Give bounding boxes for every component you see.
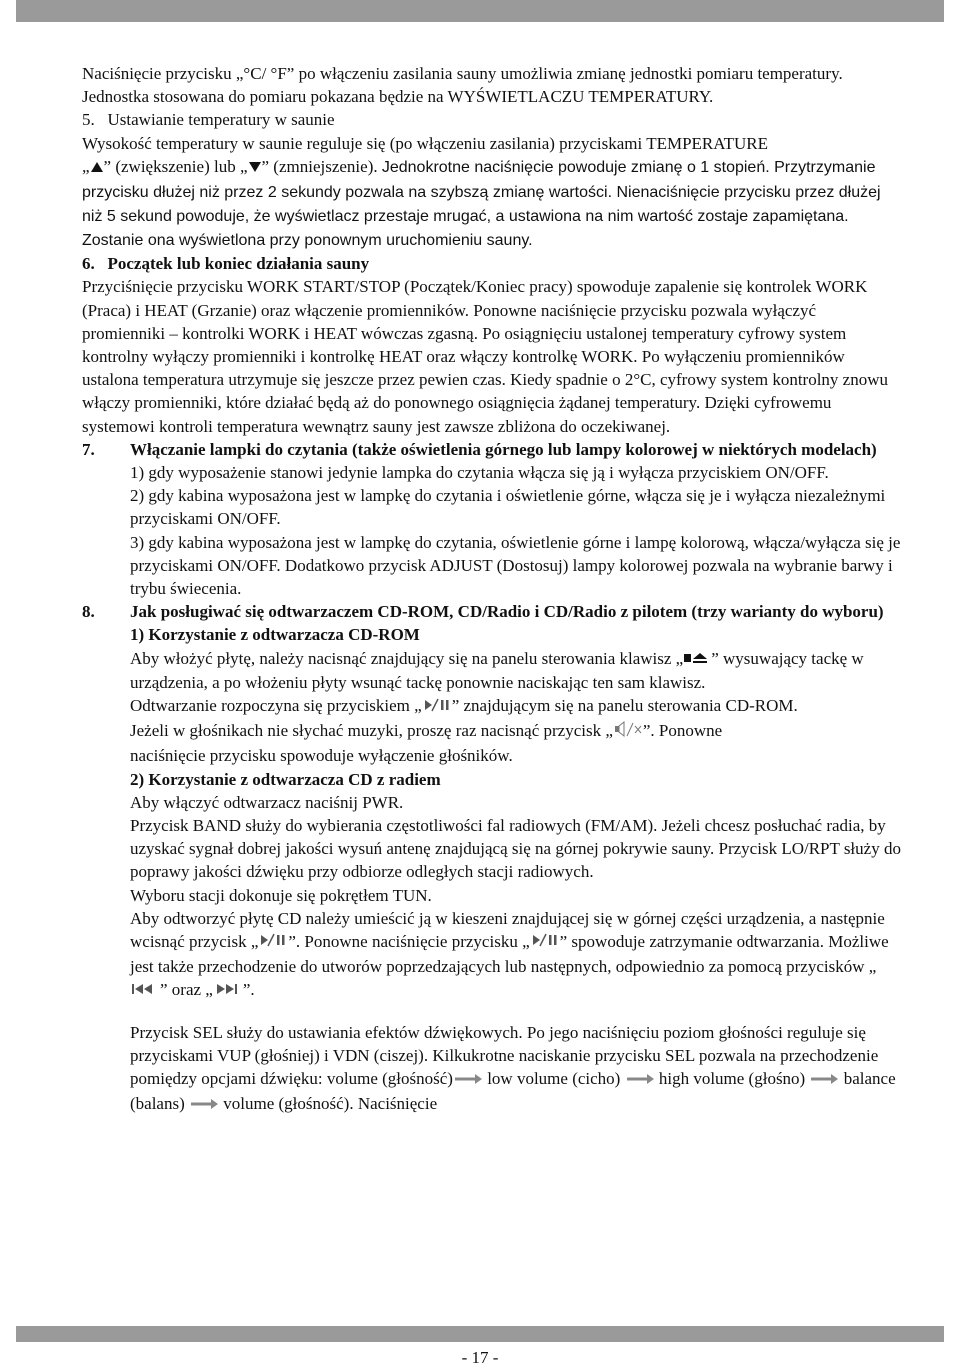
sound-option: balance (balans) (130, 1068, 896, 1113)
text: ”. Ponowne naciśnięcie przycisku „ (288, 931, 530, 951)
list-item: 2) gdy kabina wyposażona jest w lampkę do czytania i oświetlenie górne, włącza się je i wyłącza niezależnymi przyciskami ON/OFF. (130, 486, 886, 529)
text: ” spowoduje zatrzymanie odtwarzania. Możliwe jest także przechodzenie do utworów poprzedzających lub następnych, odpowiednio za pomocą przycisków „ (130, 931, 889, 976)
down-label: ” (zmniejszenie). (261, 156, 378, 176)
text: naciśnięcie przycisku spowoduje wyłączenie głośników. (130, 746, 513, 766)
sound-option: high volume (głośno) (658, 1068, 806, 1088)
section-5-heading (82, 108, 902, 131)
section-number: 6. (82, 254, 95, 274)
right-arrow-icon (189, 1093, 219, 1116)
eject-icon (683, 648, 711, 671)
text: Jeżeli w głośnikach nie słychać muzyki, proszę raz nacisnąć przycisk „ (130, 721, 613, 741)
play-pause-icon (422, 696, 452, 719)
section-number: 5. (82, 110, 95, 130)
section-6-heading (82, 252, 902, 275)
paragraph: Aby włączyć odtwarzacz naciśnij PWR. (130, 792, 404, 812)
next-track-icon (213, 979, 243, 1002)
play-pause-icon (258, 931, 288, 954)
text: Aby włożyć płytę, należy nacisnąć znajdujący się na panelu sterowania klawisz „ (130, 648, 684, 668)
paragraph (130, 647, 902, 695)
section-7 (82, 438, 902, 600)
page-number: - 17 - (461, 1348, 499, 1367)
up-triangle-icon (90, 156, 104, 179)
right-arrow-icon (453, 1068, 483, 1091)
paragraph (130, 907, 902, 1003)
text: ” wysuwający tackę w urządzenia, a po włożeniu płyty wsunąć tackę ponownie naciskając ten sam klawisz. (130, 648, 864, 693)
previous-track-icon (130, 979, 160, 1002)
right-arrow-icon (809, 1068, 839, 1091)
paragraph (130, 719, 902, 767)
intro-paragraph: Naciśnięcie przycisku „°C/ °F” po włączeniu zasilania sauny umożliwia zmianę jednostki pomiaru temperatury. Jednostka stosowana do pomiaru pokazana będzie na WYŚWIETLACZU TEMPERATURY. (82, 64, 843, 107)
section-5-sans-text: Jednokrotne naciśnięcie powoduje zmianę o 1 stopień. Przytrzymanie przycisku dłużej niż przez 2 sekundy pozwala na szybszą zmianę wartości. Nienaciśnięcie przycisku przez dłużej niż 5 sekund powoduje, że wyświetlacz przestaje mrugać, a ustawiona na nim wartość zostaje zapamiętana. Zostanie ona wyświetlona przy ponownym uruchomieniu sauny. (82, 158, 881, 249)
paragraph (130, 694, 902, 719)
right-arrow-icon (625, 1068, 655, 1091)
section-title: Włączanie lampki do czytania (także oświetlenia górnego lub lampy kolorowej w niektórych modelach) (130, 439, 877, 459)
text: ”. Ponowne (642, 721, 723, 741)
sound-option: volume (głośność). Naciśnięcie (223, 1093, 438, 1113)
subsection-title: 2) Korzystanie z odtwarzacza CD z radiem (130, 769, 441, 789)
section-6-body: Przyciśnięcie przycisku WORK START/STOP (Początek/Koniec pracy) spowoduje zapalenie się kontrolek WORK (Praca) i HEAT (Grzanie) oraz włączenie promienników. Ponowne naciśnięcie przycisku pozwala wyłączyć promienniki – kontrolki WORK i HEAT wówczas zgasną. Po osiągnięciu ustalonej temperatury cyfrowy system kontrolny wyłączy promienniki i kontrolkę HEAT oraz włączy kontrolkę WORK. Po wyłączeniu promienników ustalona temperatura utrzymuje się jeszcze przez pewien czas. Kiedy spadnie o 2°C, cyfrowy system kontrolny znowu włączy promienniki, które działać będą aż do ponownego osiągnięcia żądanej temperatury. Dzięki cyfrowemu systemowi kontroli temperatura wewnątrz sauny jest zawsze zbliżona do oczekiwanej. (82, 277, 888, 436)
paragraph: Wyboru stacji dokonuje się pokrętłem TUN. (130, 885, 432, 905)
paragraph: Przycisk BAND służy do wybierania częstotliwości fal radiowych (FM/AM). Jeżeli chcesz posłuchać radia, by uzyskać sygnał dobrej jakości wysuń antenę znajdującą się na górnej pokrywie sauny. Przycisk LO/RPT służy do poprawy jakości dźwięku przy odbiorze odległych stacji radiowych. (130, 815, 901, 882)
text: ” znajdującym się na panelu sterowania CD-ROM. (451, 696, 798, 716)
text: Odtwarzanie rozpoczyna się przyciskiem „ (130, 696, 422, 716)
text: ”. (242, 979, 255, 999)
section-title: Początek lub koniec działania sauny (107, 254, 370, 274)
section-5-buttons (82, 155, 902, 252)
play-pause-icon (530, 931, 560, 954)
text: Aby odtworzyć płytę CD należy umieścić ją w kieszeni znajdującej się w górnej części urządzenia, a następnie wcisnąć przycisk „ (130, 908, 885, 951)
section-5-line1: Wysokość temperatury w saunie reguluje się (po włączeniu zasilania) przyciskami TEMPERATURE (82, 133, 769, 153)
up-label: ” (zwiększenie) lub „ (103, 156, 248, 176)
text: ” oraz „ (160, 979, 213, 999)
list-item: 1) gdy wyposażenie stanowi jedynie lampka do czytania włącza się ją i wyłącza przyciskiem ON/OFF. (130, 462, 829, 482)
section-number: 7. (82, 439, 95, 459)
footer-bar (16, 1326, 944, 1342)
subsection-title: 1) Korzystanie z odtwarzacza CD-ROM (130, 625, 420, 645)
mute-speaker-icon (613, 720, 643, 744)
text: Przycisk SEL służy do ustawiania efektów dźwiękowych. Po jego naciśnięciu poziom głośności reguluje się przyciskami VUP (głośniej) i VDN (ciszej). Kilkukrotne naciskanie przycisku SEL pozwala na przechodzenie pomiędzy opcjami dźwięku: (130, 1022, 879, 1088)
sound-option: low volume (cicho) (487, 1068, 621, 1088)
paragraph (130, 1021, 902, 1117)
sound-option: volume (głośność) (326, 1068, 453, 1088)
document-body (82, 62, 902, 1116)
section-number: 8. (82, 602, 95, 622)
section-title: Ustawianie temperatury w saunie (107, 110, 335, 130)
down-triangle-icon (248, 156, 262, 179)
list-item: 3) gdy kabina wyposażona jest w lampkę do czytania, oświetlenie górne i lampę kolorową, włącza/wyłącza się je przyciskami ON/OFF. Dodatkowo przycisk ADJUST (Dostosuj) lampy kolorowej pozwala na wybranie barwy i trybu świecenia. (130, 532, 901, 598)
header-bar (16, 0, 944, 22)
section-title: Jak posługiwać się odtwarzaczem CD-ROM, CD/Radio i CD/Radio z pilotem (trzy warianty do wyboru) (130, 602, 884, 622)
section-8 (82, 600, 902, 1116)
quote: „ (82, 156, 90, 176)
